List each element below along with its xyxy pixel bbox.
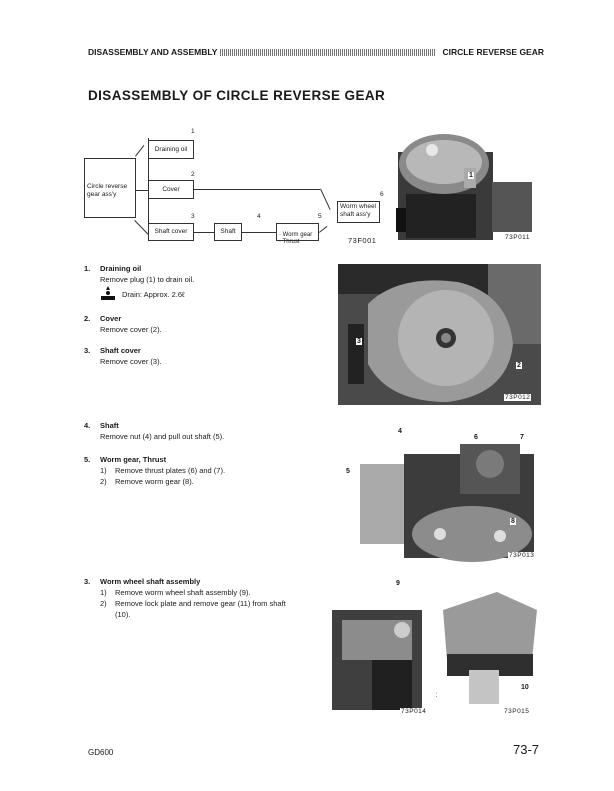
shaft-cover-box: Shaft cover [148,223,194,241]
shaft-box: Shaft [214,223,242,241]
callout-1: 1 [469,172,473,179]
flow-diagram [84,128,389,250]
num-3: 3 [191,213,195,220]
num-2: 2 [191,171,195,178]
photo-code: 73P014 [401,708,427,715]
photo-code: 73P011 [505,234,530,241]
wheel-box: Worm wheel shaft ass'y [337,201,380,223]
photo-73p012 [338,264,541,405]
callout-9: 9 [396,580,400,587]
running-header [88,47,544,59]
footer-model: GD600 [88,748,114,757]
num-5: 5 [318,213,322,220]
photo-73p013 [340,424,542,564]
callout-2: 2 [517,362,521,369]
num-1: 1 [191,128,195,135]
header-topic: CIRCLE REVERSE GEAR [442,47,544,57]
callout-6: 6 [474,434,478,441]
photo-code: 73P013 [509,552,535,559]
num-4: 4 [257,213,261,220]
worm-box: · Worm gear · Thrust [276,223,319,241]
page-number: 73-7 [513,742,540,757]
photo-73p011 [392,112,542,248]
cover-box: Cover [148,180,194,199]
callout-3: 3 [357,338,361,345]
drain-oil-icon [100,285,116,301]
callout-10: 10 [521,684,529,691]
photo-73p015 [437,580,542,718]
photo-code: 73P012 [505,394,531,401]
diagram-code: 73F001 [348,236,377,245]
photo-code: 73P015 [504,708,530,715]
callout-5: 5 [346,468,350,475]
callout-8: 8 [511,518,515,525]
draining-box: Draining oil [148,140,194,159]
page-title: DISASSEMBLY OF CIRCLE REVERSE GEAR [88,88,386,103]
callout-7: 7 [520,434,524,441]
callout-4: 4 [398,428,402,435]
num-6: 6 [380,191,384,198]
assy-box: Circle reverse gear ass'y [84,158,136,218]
header-section: DISASSEMBLY AND ASSEMBLY [88,47,218,57]
header-rule [220,49,436,56]
photo-73p014 [332,580,437,718]
